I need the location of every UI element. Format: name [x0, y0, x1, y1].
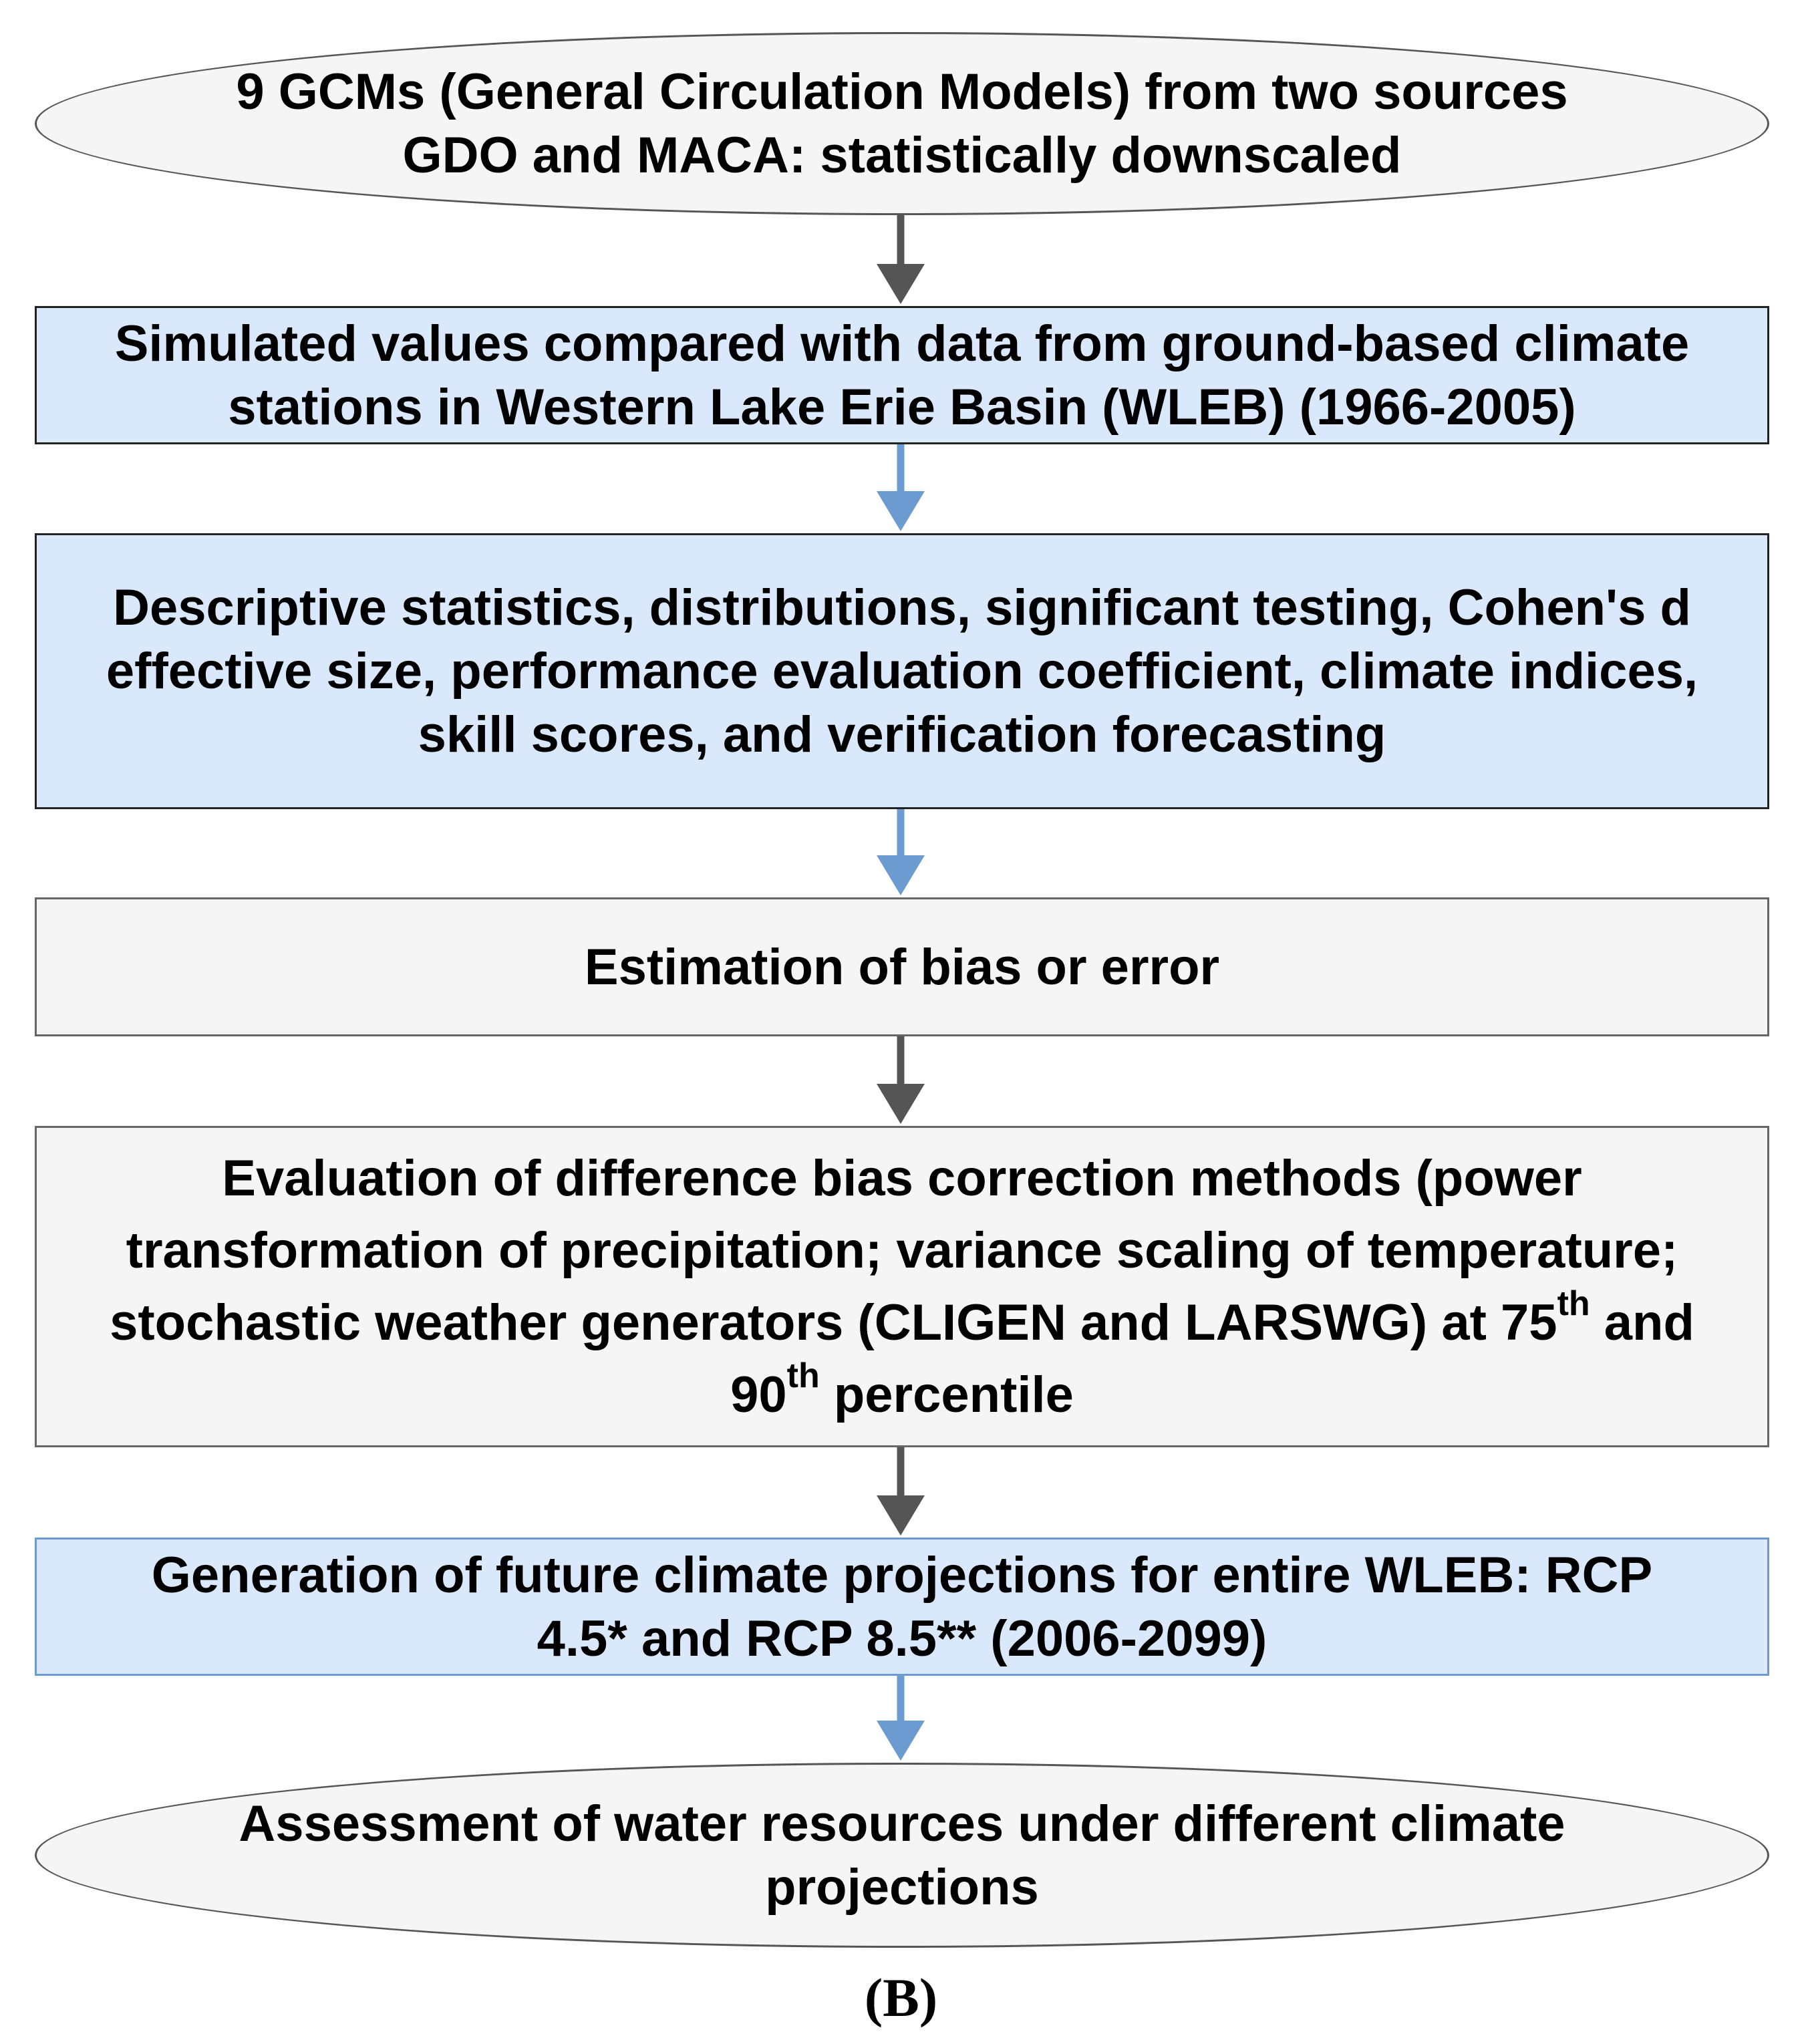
arrow-step6-to-step7 — [877, 1676, 925, 1761]
step-gcm-sources — [35, 32, 1769, 215]
figure-caption: (B) — [864, 1967, 938, 2028]
arrow-step2-to-step3 — [877, 444, 925, 531]
step-simulated-vs-observed — [35, 306, 1769, 444]
step-future-projections-text — [152, 1544, 1652, 1670]
step-water-resources-assessment — [35, 1763, 1769, 1948]
step-simulated-vs-observed-line2: stations in Western Lake Erie Basin (WLEB) (1966-2005) — [228, 378, 1576, 436]
step-future-projections — [35, 1538, 1769, 1676]
step-water-resources-assessment-line2: projections — [765, 1858, 1039, 1916]
step-statistical-analysis-line1: Descriptive statistics, distributions, significant testing, Cohen's d — [113, 579, 1691, 636]
line3-superscript: th — [1557, 1284, 1590, 1324]
step-bias-correction-methods — [35, 1126, 1769, 1447]
arrow-step4-to-step5 — [877, 1036, 925, 1124]
line4-main-text: 90 — [730, 1366, 787, 1423]
line3-main-text: stochastic weather generators (CLIGEN and LARSWG) at 75 — [110, 1294, 1557, 1351]
step-bias-estimation-line1: Estimation of bias or error — [584, 938, 1220, 996]
step-bias-correction-methods-line4 — [110, 1356, 1694, 1431]
line4-tail-text: percentile — [819, 1366, 1074, 1423]
arrow-step3-to-step4 — [877, 809, 925, 895]
step-statistical-analysis-line3: skill scores, and verification forecasting — [418, 706, 1386, 763]
step-gcm-sources-line2: GDO and MACA: statistically downscaled — [402, 127, 1402, 184]
step-gcm-sources-text — [236, 60, 1567, 187]
step-bias-estimation — [35, 897, 1769, 1036]
step-bias-correction-methods-line2: transformation of precipitation; variance scaling of temperature; — [126, 1221, 1678, 1279]
step-statistical-analysis — [35, 533, 1769, 809]
step-bias-correction-methods-text — [110, 1143, 1694, 1431]
arrow-step1-to-step2 — [877, 215, 925, 304]
line3-tail-text: and — [1590, 1294, 1694, 1351]
step-water-resources-assessment-line1: Assessment of water resources under different climate — [239, 1795, 1565, 1852]
step-statistical-analysis-line2: effective size, performance evaluation coefficient, climate indices, — [106, 643, 1698, 700]
step-future-projections-line2: 4.5* and RCP 8.5** (2006-2099) — [537, 1610, 1267, 1667]
step-simulated-vs-observed-line1: Simulated values compared with data from ground-based climate — [114, 315, 1690, 372]
step-water-resources-assessment-text — [239, 1792, 1565, 1919]
step-simulated-vs-observed-text — [115, 312, 1690, 439]
step-statistical-analysis-text — [106, 576, 1698, 766]
step-bias-correction-methods-line1: Evaluation of difference bias correction methods (power — [222, 1149, 1582, 1207]
line4-superscript: th — [786, 1356, 820, 1396]
step-bias-correction-methods-line3 — [110, 1284, 1694, 1359]
step-future-projections-line1: Generation of future climate projections for entire WLEB: RCP — [151, 1546, 1653, 1604]
arrow-step5-to-step6 — [877, 1447, 925, 1536]
step-gcm-sources-line1: 9 GCMs (General Circulation Models) from two sources — [236, 63, 1568, 120]
